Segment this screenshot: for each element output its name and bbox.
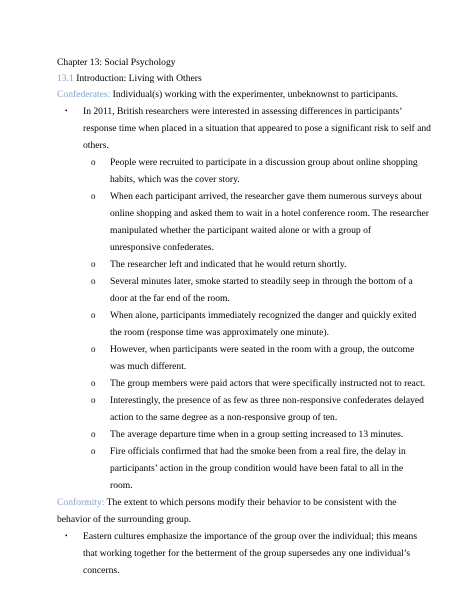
sub-item-line: However, when participants were seated in the room with a group, the outcome (110, 344, 415, 355)
section-number: 13.1 (57, 73, 74, 84)
bullet-text-line: concerns. (83, 565, 120, 576)
sub-item-line: room. (110, 480, 133, 491)
chapter-title: Chapter 13: Social Psychology (57, 57, 176, 68)
sub-item-line: The researcher left and indicated that he would return shortly. (110, 259, 347, 270)
sub-item-line: manipulated whether the participant waited alone or with a group of (110, 225, 372, 236)
definition-text: The extent to which persons modify their behavior to be consistent with the (104, 497, 397, 508)
sub-item-line: The group members were paid actors that were specifically instructed not to react. (110, 378, 426, 389)
section-heading (57, 73, 202, 84)
sub-bullet-marker: o (91, 259, 96, 269)
sub-item-line: was much different. (110, 361, 187, 372)
bullet-text-line: response time when placed in a situation that appeared to pose a significant risk to self and (83, 123, 431, 134)
sub-item-line: Interestingly, the presence of as few as three non-responsive confederates delayed (110, 395, 424, 406)
section-title: Introduction: Living with Others (73, 73, 202, 84)
sub-item-line: When alone, participants immediately recognized the danger and quickly exited (110, 310, 417, 321)
definition-text-line: behavior of the surrounding group. (57, 514, 192, 525)
sub-item-line: Fire officials confirmed that had the smoke been from a real fire, the delay in (110, 446, 406, 457)
sub-item-line: Several minutes later, smoke started to steadily seep in through the bottom of a (110, 276, 413, 287)
sub-item-line: unresponsive confederates. (110, 242, 214, 253)
bullet-text-line: that working together for the betterment of the group supersedes any one individual’s (83, 548, 411, 559)
sub-item-line: The average departure time when in a group setting increased to 13 minutes. (110, 429, 404, 440)
bullet-text-line: others. (83, 140, 109, 151)
sub-bullet-marker: o (91, 276, 96, 286)
sub-bullet-marker: o (91, 395, 96, 405)
bullet-marker: • (65, 107, 68, 115)
sub-item-line: online shopping and asked them to wait in a hotel conference room. The researcher (110, 208, 429, 219)
sub-item-line: When each participant arrived, the researcher gave them numerous surveys about (110, 191, 422, 202)
bullet-marker: • (65, 532, 68, 540)
definition-conformity (57, 497, 397, 508)
sub-bullet-marker: o (91, 378, 96, 388)
sub-item-line: participants’ action in the group condition would have been fatal to all in the (110, 463, 404, 474)
sub-item-line: habits, which was the cover story. (110, 174, 240, 185)
bullet-text-line: In 2011, British researchers were interested in assessing differences in participants’ (83, 106, 403, 117)
bullet-text-line: Eastern cultures emphasize the importance of the group over the individual; this means (83, 531, 418, 542)
sub-item-line: the room (response time was approximately one minute). (110, 327, 329, 338)
sub-bullet-marker: o (91, 310, 96, 320)
sub-bullet-marker: o (91, 157, 96, 167)
sub-item-line: action to the same degree as a non-responsive group of ten. (110, 412, 338, 423)
sub-item-line: People were recruited to participate in a discussion group about online shopping (110, 157, 418, 168)
sub-bullet-marker: o (91, 429, 96, 439)
sub-bullet-marker: o (91, 446, 96, 456)
definition-term: Confederates: (57, 89, 111, 100)
definition-term: Conformity: (57, 497, 105, 508)
definition-text: Individual(s) working with the experimenter, unbeknownst to participants. (110, 89, 399, 100)
definition-confederates (57, 89, 398, 100)
sub-bullet-marker: o (91, 191, 96, 201)
sub-bullet-marker: o (91, 344, 96, 354)
sub-item-line: door at the far end of the room. (110, 293, 230, 304)
